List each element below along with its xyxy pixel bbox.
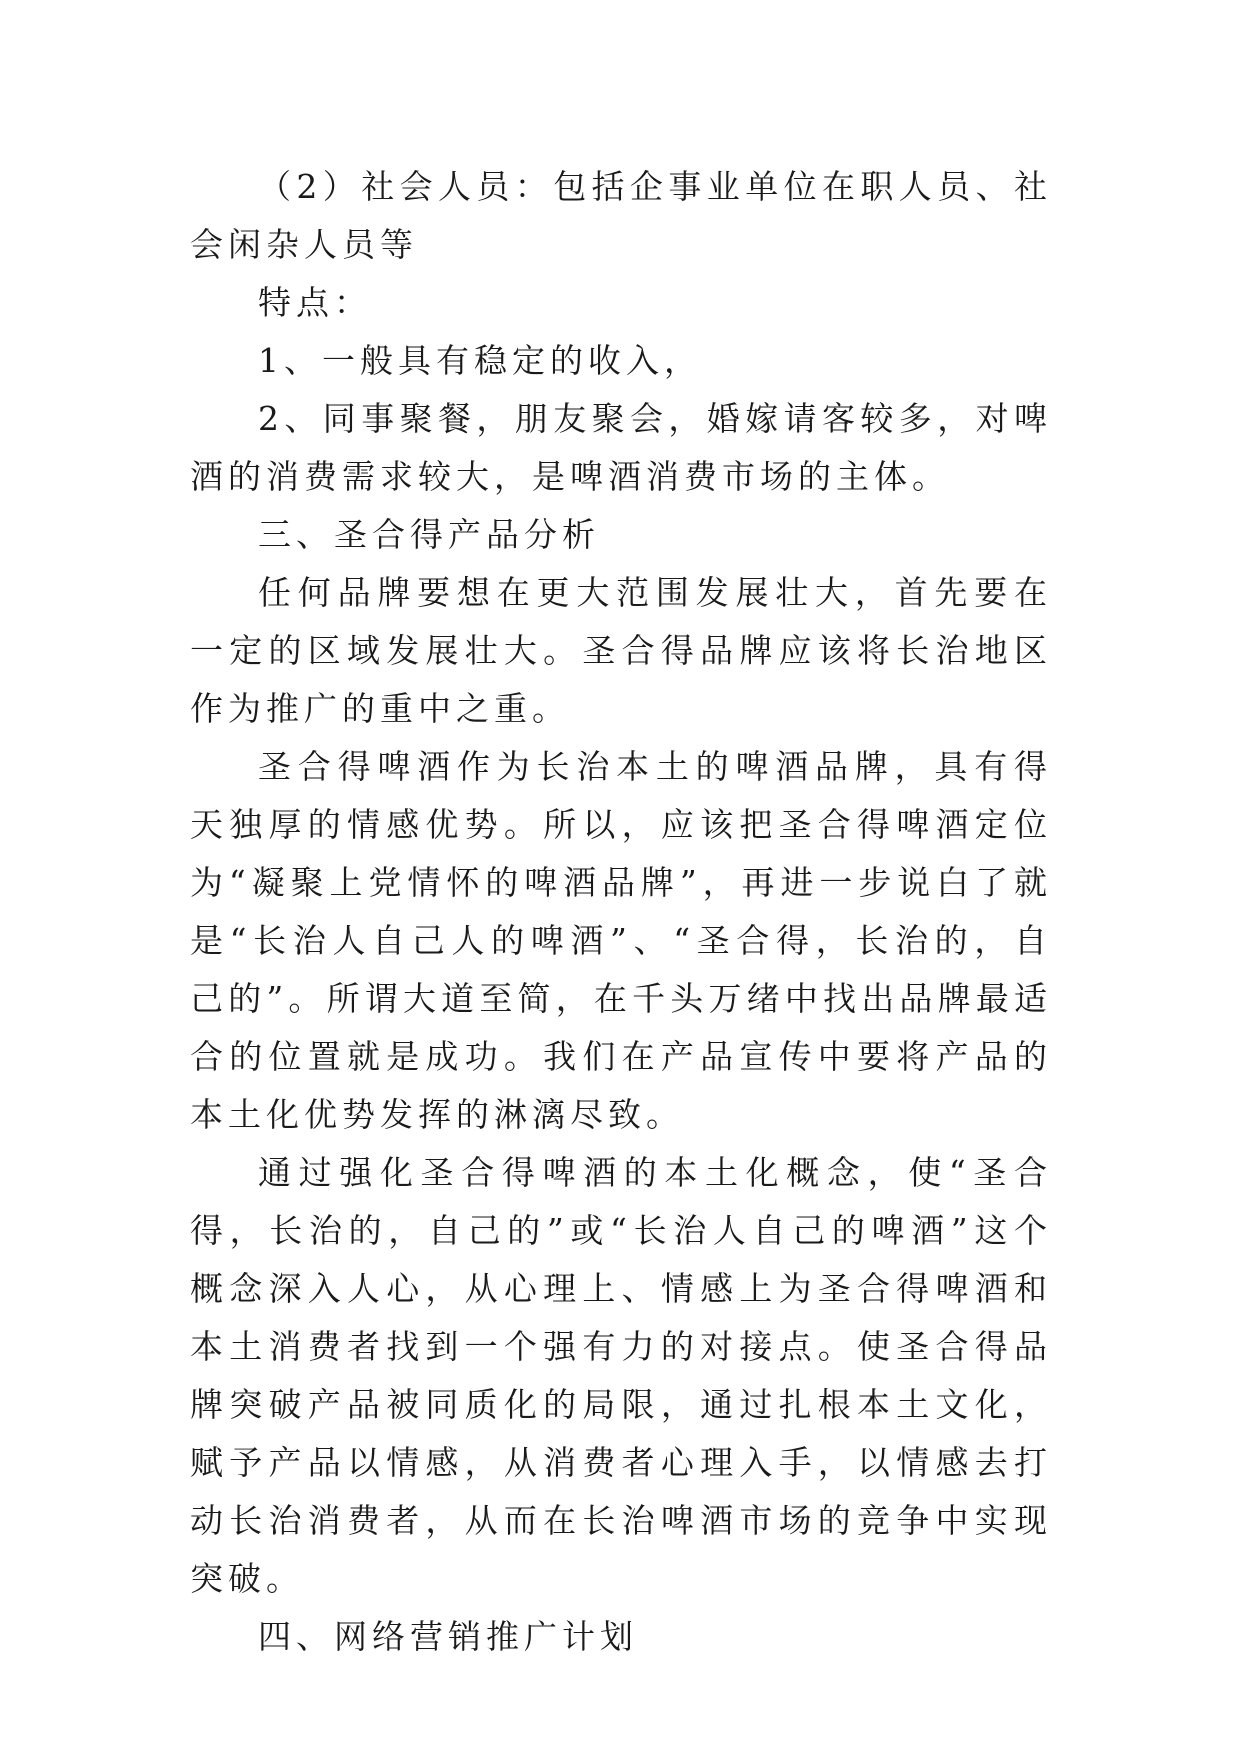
paragraph-social-personnel: （2）社会人员：包括企事业单位在职人员、社会闲杂人员等 xyxy=(190,167,1052,264)
document-body xyxy=(190,158,1052,1666)
paragraph-features-heading: 特点： xyxy=(258,283,372,322)
paragraph-localization: 通过强化圣合得啤酒的本土化概念，使“圣合得，长治的，自己的”或“长治人自己的啤酒”这个概念深入人心，从心理上、情感上为圣合得啤酒和本土消费者找到一个强有力的对接点。使圣合得品牌突破产品被同质化的局限，通过扎根本土文化，赋予产品以情感，从消费者心理入手，以情感去打动长治消费者，从而在长治啤酒市场的竞争中实现突破。 xyxy=(190,1153,1052,1598)
paragraph-brand-development: 任何品牌要想在更大范围发展壮大，首先要在一定的区域发展壮大。圣合得品牌应该将长治地区作为推广的重中之重。 xyxy=(190,573,1052,728)
paragraph-feature-1: 1、一般具有稳定的收入， xyxy=(258,341,702,380)
section-heading-product-analysis: 三、圣合得产品分析 xyxy=(258,515,600,554)
paragraph-brand-positioning: 圣合得啤酒作为长治本土的啤酒品牌，具有得天独厚的情感优势。所以，应该把圣合得啤酒定位为“凝聚上党情怀的啤酒品牌”，再进一步说白了就是“长治人自己人的啤酒”、“圣合得，长治的，自己的”。所谓大道至简，在千头万绪中找出品牌最适合的位置就是成功。我们在产品宣传中要将产品的本土化优势发挥的淋漓尽致。 xyxy=(190,747,1052,1134)
paragraph-feature-2: 2、同事聚餐，朋友聚会，婚嫁请客较多，对啤酒的消费需求较大，是啤酒消费市场的主体。 xyxy=(190,399,1052,496)
section-heading-online-marketing: 四、网络营销推广计划 xyxy=(258,1617,638,1656)
